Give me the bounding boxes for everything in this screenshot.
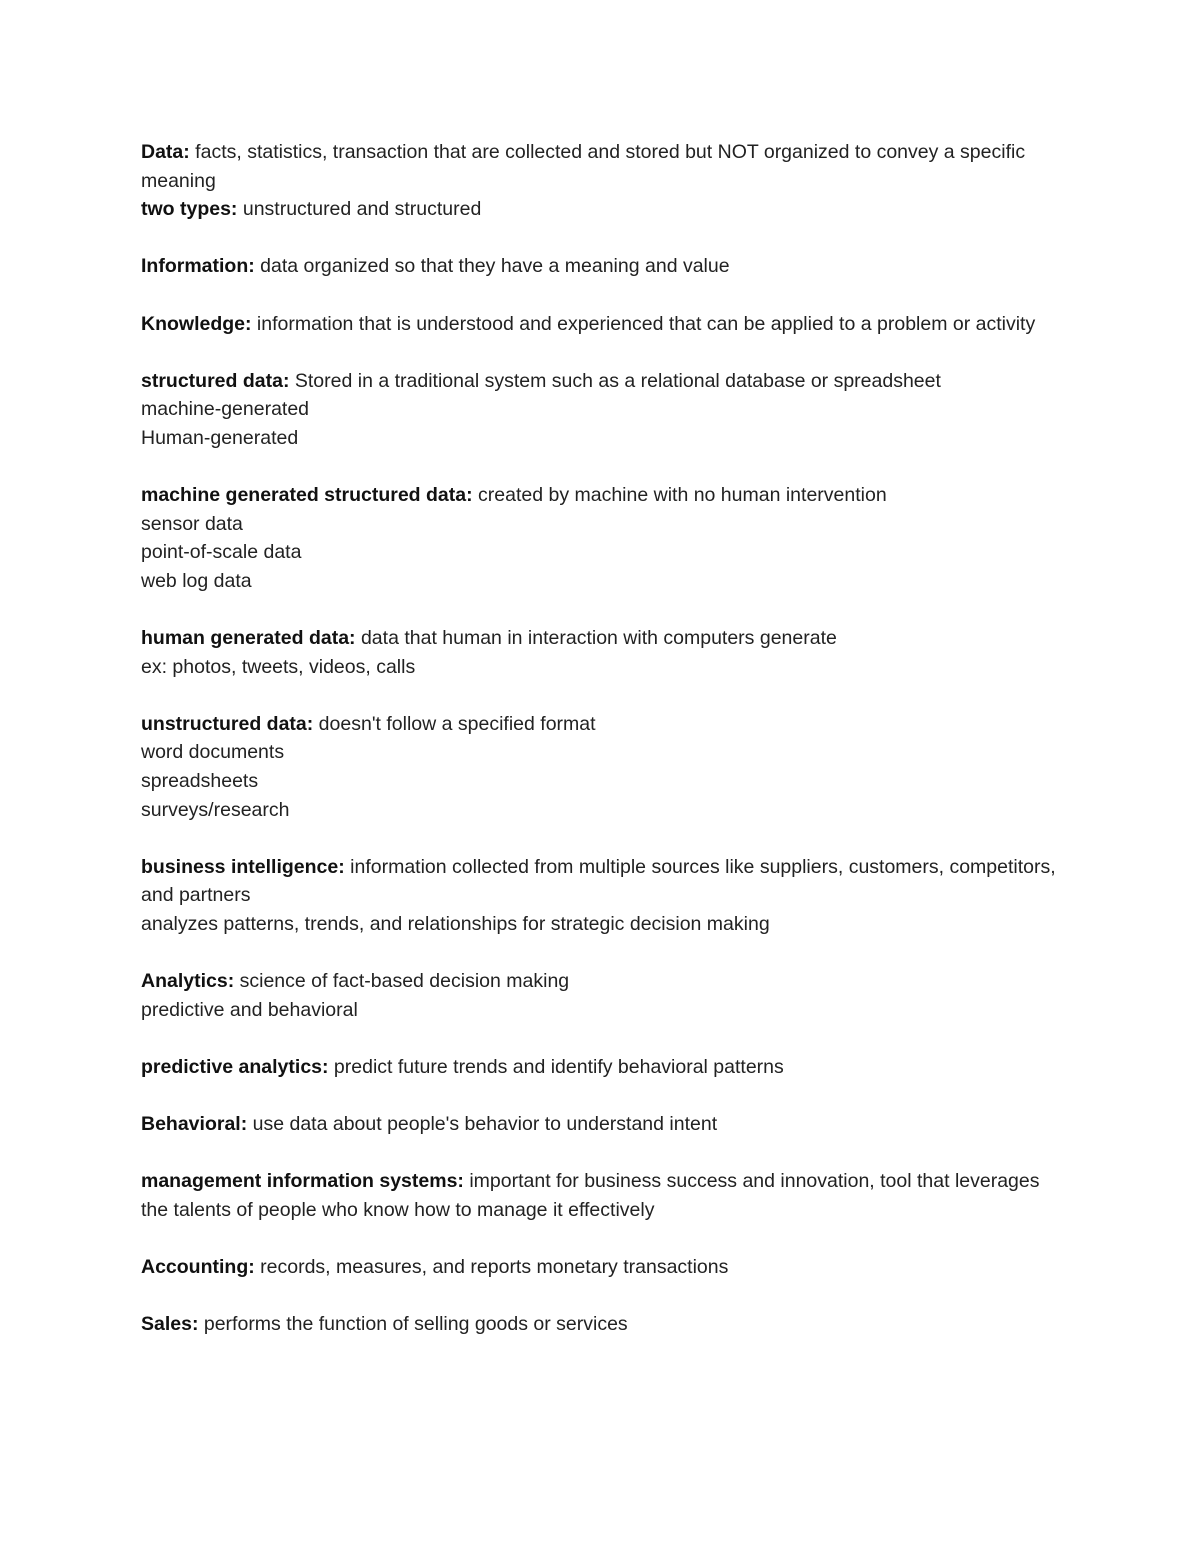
entry-term: machine generated structured data: (141, 484, 473, 507)
entry-line (141, 1253, 1071, 1282)
entry-behavioral (141, 1110, 1071, 1139)
entry-accounting (141, 1253, 1071, 1282)
entry-detail: web log data (141, 569, 252, 592)
entry-knowledge (141, 310, 1071, 339)
entry-term: Behavioral: (141, 1113, 248, 1136)
notes-content (141, 138, 1071, 1368)
entry-line (141, 1310, 1071, 1339)
entry-line (141, 1053, 1071, 1082)
entry-line (141, 624, 1071, 653)
entry-detail: spreadsheets (141, 770, 259, 793)
entry-term: Accounting: (141, 1256, 255, 1279)
entry-line (141, 1167, 1071, 1224)
entry-structured-data (141, 367, 1071, 453)
entry-term: Sales: (141, 1313, 199, 1336)
entry-detail: word documents (141, 741, 285, 764)
entry-line (141, 195, 1071, 224)
entry-definition: information collected from multiple sources like suppliers, customers, competitors, and partners (141, 855, 1056, 907)
entry-term: structured data: (141, 369, 290, 392)
entry-definition: information that is understood and experienced that can be applied to a problem or activity (251, 312, 1036, 335)
entry-line (141, 310, 1071, 339)
entry-definition: important for business success and innovation, tool that leverages the talents of people who know how to manage it effectively (141, 1170, 1040, 1221)
entry-term: Information: (141, 255, 255, 278)
entry-definition: predict future trends and identify behavioral patterns (328, 1056, 784, 1078)
entry-term: human generated data: (141, 627, 356, 650)
entry-line (141, 138, 1071, 195)
entry-analytics (141, 967, 1071, 1024)
entry-term: Analytics: (141, 970, 235, 993)
entry-detail: machine-generated (141, 398, 310, 421)
entry-line (141, 1110, 1071, 1139)
entry-definition: performs the function of selling goods or services (198, 1313, 628, 1336)
entry-two-types (141, 195, 1071, 224)
entry-detail: ex: photos, tweets, videos, calls (141, 655, 416, 678)
entry-line (141, 252, 1071, 281)
entry-detail: surveys/research (141, 798, 290, 821)
entry-definition: data that human in interaction with computers generate (355, 627, 837, 650)
entry-definition: created by machine with no human intervention (472, 484, 887, 507)
entry-information (141, 252, 1071, 281)
entry-line (141, 481, 1071, 510)
entry-data (141, 138, 1071, 195)
entry-term: two types: (141, 198, 238, 221)
entry-term: business intelligence: (141, 855, 345, 878)
entry-unstructured-data (141, 710, 1071, 824)
entry-definition: science of fact-based decision making (234, 970, 570, 993)
entry-term: unstructured data: (141, 712, 314, 735)
entry-line (141, 367, 1071, 396)
entry-line (141, 967, 1071, 996)
entry-definition: data organized so that they have a meaning and value (254, 255, 730, 278)
entry-detail: predictive and behavioral (141, 998, 358, 1021)
entry-detail: sensor data (141, 512, 243, 535)
entry-detail: analyzes patterns, trends, and relationships for strategic decision making (141, 913, 770, 936)
entry-detail: Human-generated (141, 426, 299, 449)
entry-line (141, 853, 1071, 910)
entry-business-intelligence (141, 853, 1071, 939)
entry-management-information-systems (141, 1167, 1071, 1224)
entry-human-generated (141, 624, 1071, 681)
entry-definition: unstructured and structured (237, 198, 482, 221)
entry-line (141, 710, 1071, 739)
entry-definition: records, measures, and reports monetary transactions (254, 1256, 729, 1279)
entry-term: Data: (141, 141, 190, 163)
entry-definition: Stored in a traditional system such as a relational database or spreadsheet (289, 369, 941, 392)
entry-term: predictive analytics: (141, 1056, 329, 1078)
entry-term: Knowledge: (141, 312, 252, 335)
entry-definition: doesn't follow a specified format (313, 712, 596, 735)
entry-machine-generated (141, 481, 1071, 595)
entry-term: management information systems: (141, 1170, 464, 1193)
entry-predictive-analytics (141, 1053, 1071, 1082)
entry-detail: point-of-scale data (141, 541, 302, 564)
entry-sales (141, 1310, 1071, 1339)
entry-definition: facts, statistics, transaction that are collected and stored but NOT organized to convey a specific meaning (141, 141, 1026, 192)
entry-definition: use data about people's behavior to understand intent (247, 1113, 718, 1136)
